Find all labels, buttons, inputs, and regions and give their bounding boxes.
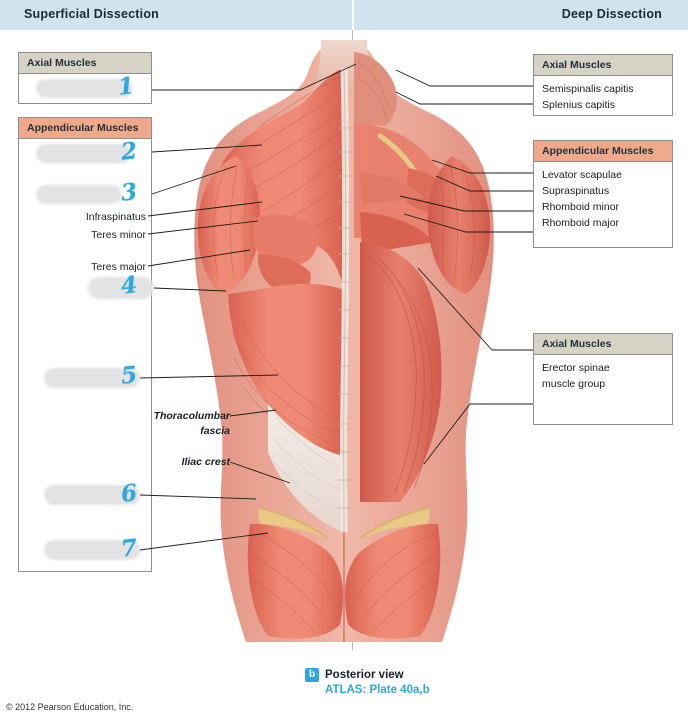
handwritten-number-1: 1 (116, 72, 136, 101)
header-title-left: Superficial Dissection (24, 7, 159, 21)
label-erector-spinae-group: muscle group (542, 378, 606, 390)
label-teres-minor: Teres minor (91, 229, 146, 241)
label-rhomboid-major: Rhomboid major (542, 217, 620, 229)
label-rhomboid-minor: Rhomboid minor (542, 201, 620, 213)
handwritten-number-2: 2 (119, 137, 139, 166)
label-erector-spinae: Erector spinae (542, 362, 610, 374)
handwritten-number-7: 7 (119, 534, 139, 563)
panel-right-axial-bottom (533, 333, 673, 425)
label-semispinalis-capitis: Semispinalis capitis (542, 83, 634, 95)
copyright-notice: © 2012 Pearson Education, Inc. (6, 702, 134, 712)
figure-atlas-label: ATLAS: Plate 40a,b (325, 684, 430, 696)
back-muscles-illustration (118, 32, 570, 652)
header-divider (352, 0, 354, 30)
panel-right-axial-top-heading: Axial Muscles (534, 55, 672, 76)
label-iliac-crest: Iliac crest (181, 456, 230, 468)
panel-left-axial-heading: Axial Muscles (19, 53, 151, 74)
answer-blank-2 (36, 144, 132, 163)
label-supraspinatus: Supraspinatus (542, 185, 610, 197)
panel-right-axial-top (533, 54, 673, 116)
panel-right-axial-top-body (534, 76, 672, 119)
label-levator-scapulae: Levator scapulae (542, 169, 622, 181)
handwritten-number-4: 4 (119, 271, 139, 300)
panel-right-appendicular-heading: Appendicular Muscles (534, 141, 672, 162)
panel-right-axial-bottom-heading: Axial Muscles (534, 334, 672, 355)
figure-view-label: Posterior view (325, 669, 404, 681)
handwritten-number-3: 3 (119, 178, 139, 207)
header-title-right: Deep Dissection (561, 7, 662, 21)
panel-left-appendicular-heading: Appendicular Muscles (19, 118, 151, 139)
panel-right-appendicular-body (534, 162, 672, 237)
figure-part-letter: b (305, 668, 319, 682)
label-teres-major: Teres major (91, 261, 146, 273)
label-thoracolumbar-fascia-line1: Thoracolumbar (153, 410, 230, 422)
label-splenius-capitis: Splenius capitis (542, 99, 615, 111)
handwritten-number-6: 6 (119, 479, 139, 508)
handwritten-number-5: 5 (119, 361, 139, 390)
label-thoracolumbar-fascia-line2: fascia (200, 425, 230, 437)
panel-right-axial-bottom-body (534, 355, 672, 398)
label-infraspinatus: Infraspinatus (85, 211, 146, 223)
answer-blank-3 (36, 185, 122, 204)
panel-right-appendicular (533, 140, 673, 248)
